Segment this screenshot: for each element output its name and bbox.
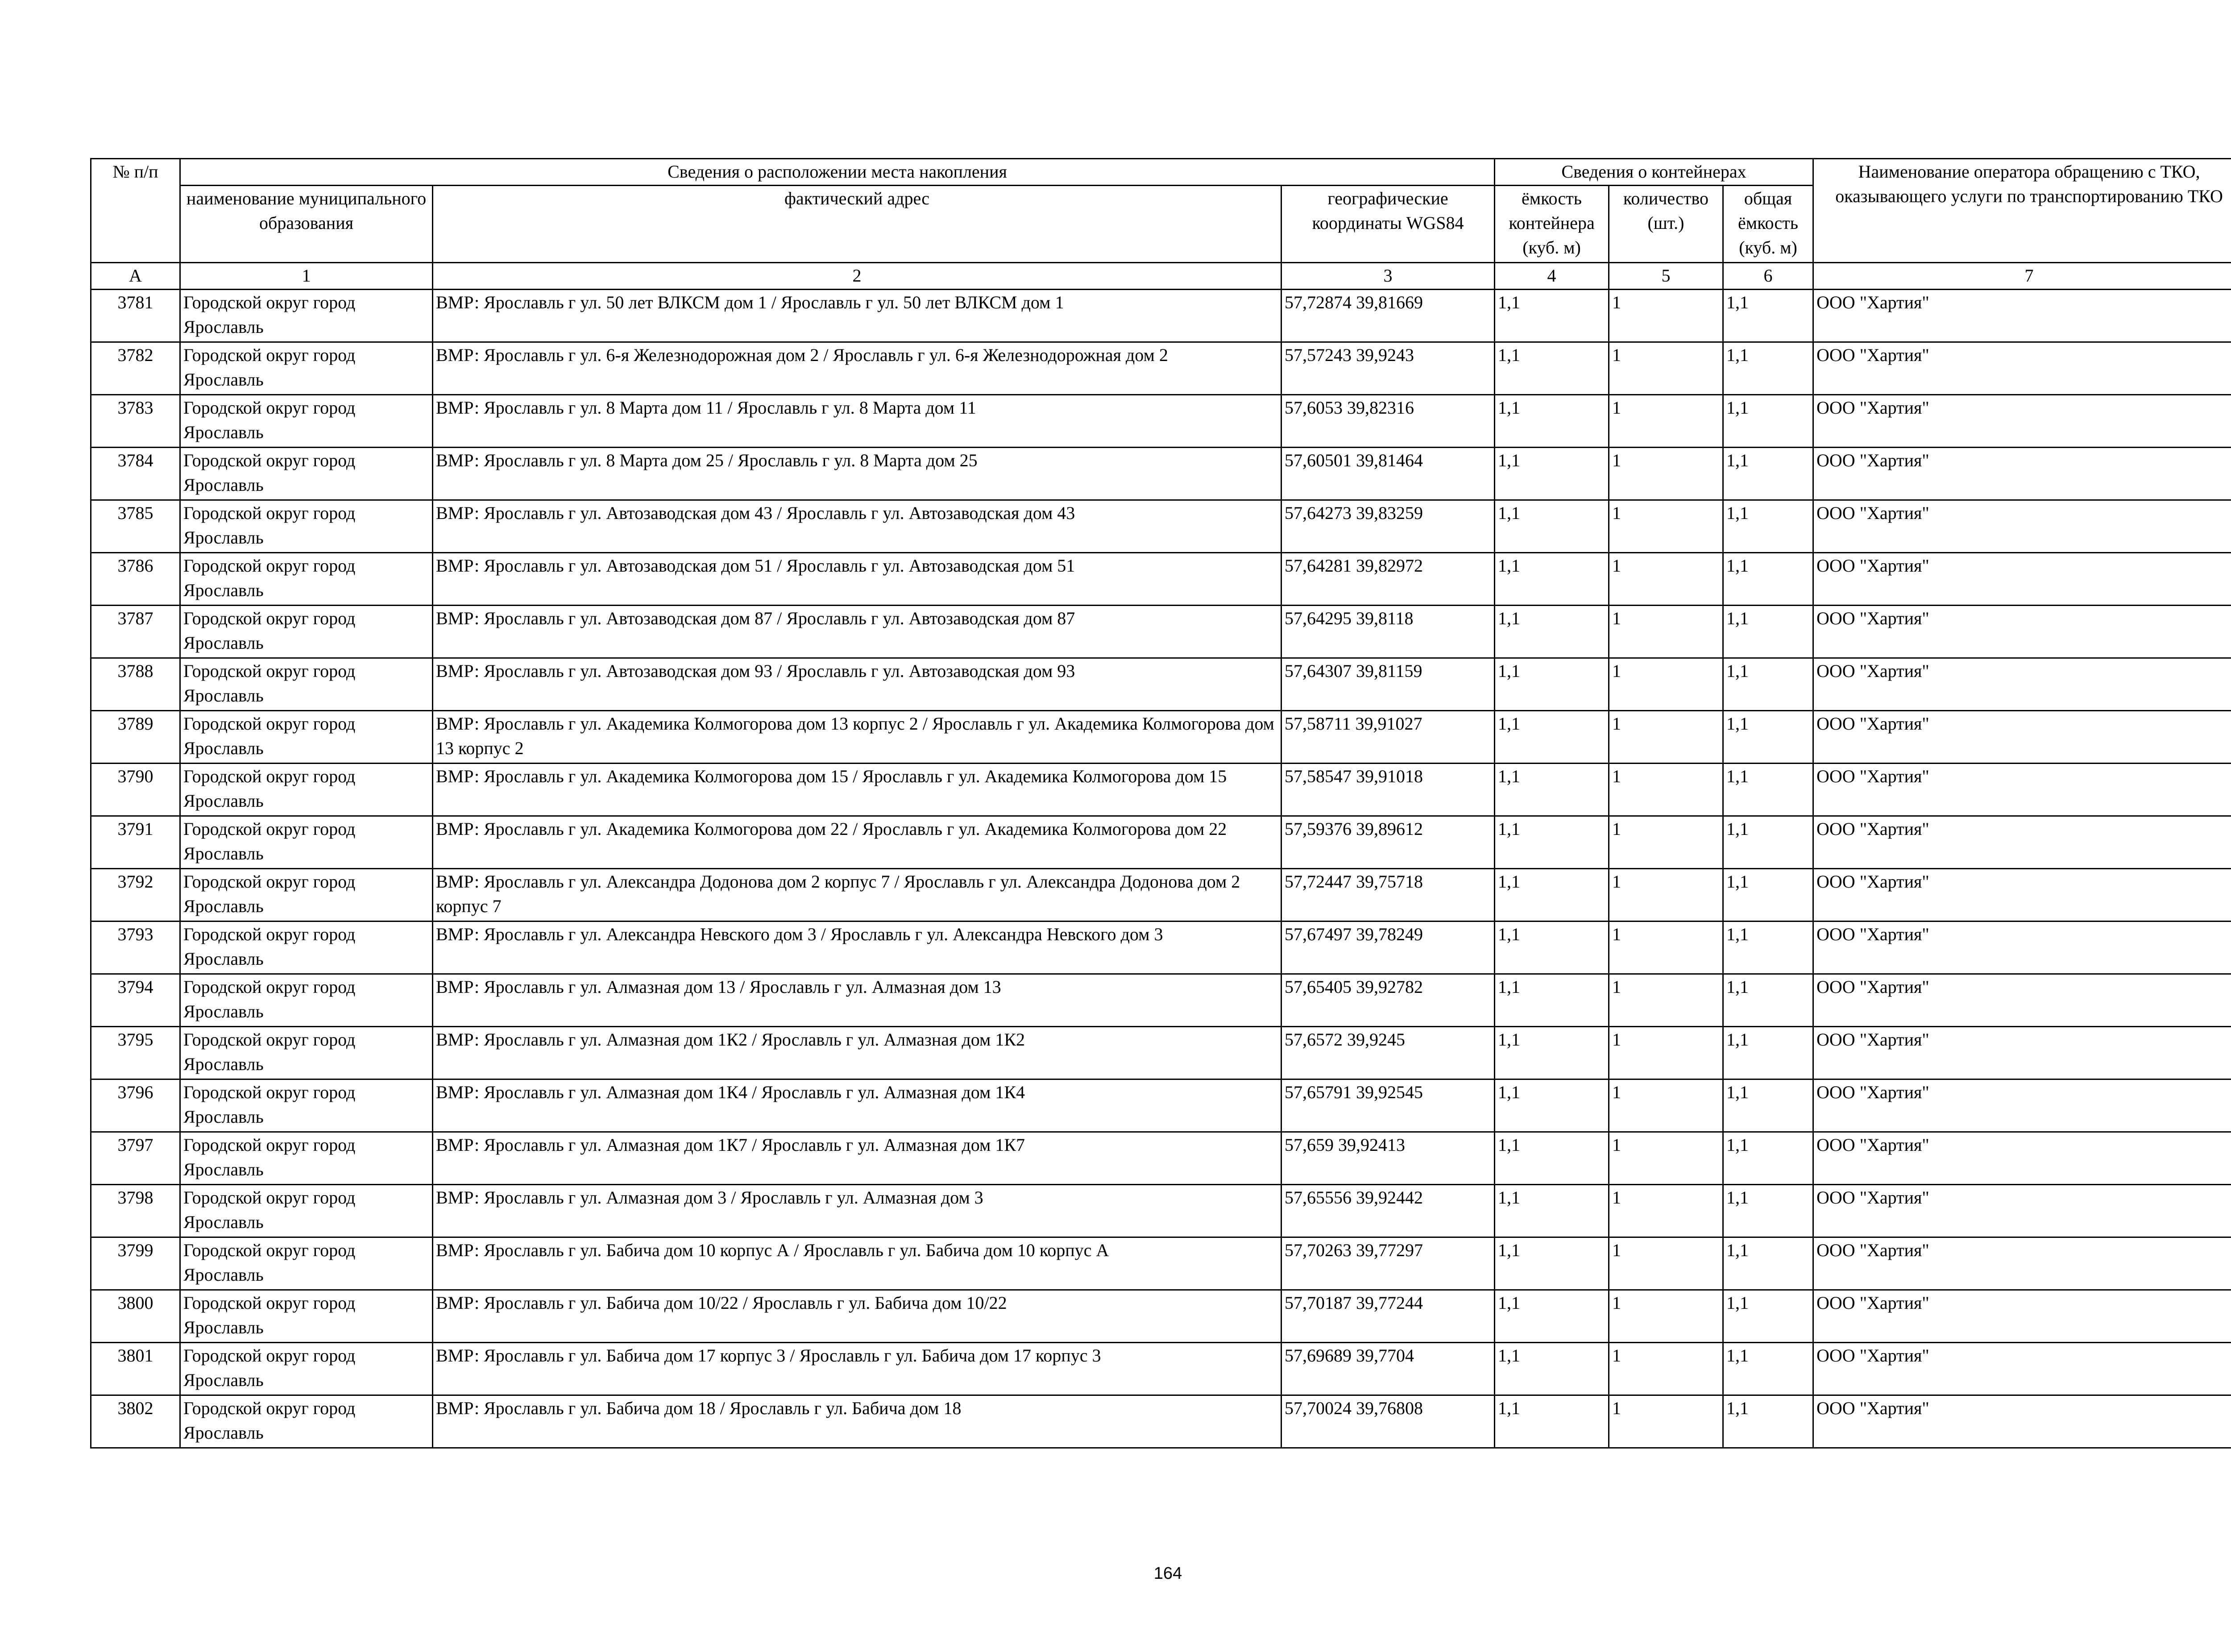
cell-total: 1,1 [1723, 1132, 1813, 1185]
table-row [91, 1132, 2231, 1185]
cell-address: ВМР: Ярославль г ул. Академика Колмогорова дом 13 корпус 2 / Ярославль г ул. Академика Колмогорова дом 13 корпус 2 [433, 711, 1281, 764]
header-municipality: наименование муниципального образования [180, 186, 433, 263]
cell-no: 3790 [91, 764, 180, 816]
cell-total: 1,1 [1723, 869, 1813, 921]
cell-coords: 57,72874 39,81669 [1281, 290, 1495, 342]
cell-no: 3799 [91, 1237, 180, 1290]
cell-operator: ООО "Хартия" [1813, 342, 2231, 395]
cell-no: 3801 [91, 1343, 180, 1395]
cell-capacity: 1,1 [1495, 974, 1609, 1027]
table-row [91, 1343, 2231, 1395]
cell-operator: ООО "Хартия" [1813, 1395, 2231, 1448]
cell-operator: ООО "Хартия" [1813, 1343, 2231, 1395]
cell-total: 1,1 [1723, 1079, 1813, 1132]
cell-total: 1,1 [1723, 342, 1813, 395]
cell-operator: ООО "Хартия" [1813, 1079, 2231, 1132]
cell-total: 1,1 [1723, 816, 1813, 869]
cell-count: 1 [1609, 816, 1723, 869]
cell-operator: ООО "Хартия" [1813, 1290, 2231, 1343]
header-index-cell: 2 [433, 263, 1281, 290]
table-row [91, 1079, 2231, 1132]
cell-address: ВМР: Ярославль г ул. Алмазная дом 1К2 / Ярославль г ул. Алмазная дом 1К2 [433, 1027, 1281, 1079]
cell-no: 3802 [91, 1395, 180, 1448]
cell-total: 1,1 [1723, 1343, 1813, 1395]
cell-coords: 57,64307 39,81159 [1281, 658, 1495, 711]
cell-address: ВМР: Ярославль г ул. Алмазная дом 13 / Ярославль г ул. Алмазная дом 13 [433, 974, 1281, 1027]
cell-municipality: Городской округ город Ярославль [180, 816, 433, 869]
cell-no: 3796 [91, 1079, 180, 1132]
cell-total: 1,1 [1723, 1027, 1813, 1079]
cell-capacity: 1,1 [1495, 1079, 1609, 1132]
cell-count: 1 [1609, 658, 1723, 711]
cell-coords: 57,59376 39,89612 [1281, 816, 1495, 869]
cell-count: 1 [1609, 1185, 1723, 1237]
cell-total: 1,1 [1723, 500, 1813, 553]
cell-no: 3793 [91, 921, 180, 974]
cell-capacity: 1,1 [1495, 606, 1609, 658]
header-group-containers: Сведения о контейнерах [1495, 159, 1813, 186]
cell-address: ВМР: Ярославль г ул. Александра Невского дом 3 / Ярославль г ул. Александра Невского дом 3 [433, 921, 1281, 974]
cell-count: 1 [1609, 1079, 1723, 1132]
cell-address: ВМР: Ярославль г ул. Бабича дом 18 / Ярославль г ул. Бабича дом 18 [433, 1395, 1281, 1448]
table-row [91, 1027, 2231, 1079]
cell-capacity: 1,1 [1495, 1027, 1609, 1079]
cell-operator: ООО "Хартия" [1813, 921, 2231, 974]
cell-count: 1 [1609, 395, 1723, 448]
table-row [91, 606, 2231, 658]
cell-address: ВМР: Ярославль г ул. Академика Колмогорова дом 15 / Ярославль г ул. Академика Колмогорова дом 15 [433, 764, 1281, 816]
cell-count: 1 [1609, 553, 1723, 606]
header-index-cell: 5 [1609, 263, 1723, 290]
cell-municipality: Городской округ город Ярославль [180, 342, 433, 395]
table-header [91, 159, 2231, 290]
cell-operator: ООО "Хартия" [1813, 974, 2231, 1027]
cell-operator: ООО "Хартия" [1813, 1027, 2231, 1079]
cell-no: 3784 [91, 448, 180, 500]
table-row [91, 1395, 2231, 1448]
cell-municipality: Городской округ город Ярославль [180, 1185, 433, 1237]
cell-municipality: Городской округ город Ярославль [180, 921, 433, 974]
cell-coords: 57,65556 39,92442 [1281, 1185, 1495, 1237]
cell-coords: 57,6053 39,82316 [1281, 395, 1495, 448]
cell-count: 1 [1609, 500, 1723, 553]
cell-total: 1,1 [1723, 290, 1813, 342]
cell-no: 3782 [91, 342, 180, 395]
cell-capacity: 1,1 [1495, 711, 1609, 764]
header-capacity: ёмкость контейнера (куб. м) [1495, 186, 1609, 263]
cell-no: 3800 [91, 1290, 180, 1343]
cell-coords: 57,58547 39,91018 [1281, 764, 1495, 816]
cell-count: 1 [1609, 1395, 1723, 1448]
page-number: 164 [1153, 1564, 1182, 1583]
cell-address: ВМР: Ярославль г ул. Алмазная дом 3 / Ярославль г ул. Алмазная дом 3 [433, 1185, 1281, 1237]
cell-municipality: Городской округ город Ярославль [180, 1027, 433, 1079]
cell-count: 1 [1609, 711, 1723, 764]
table-row [91, 869, 2231, 921]
cell-total: 1,1 [1723, 395, 1813, 448]
cell-coords: 57,64295 39,8118 [1281, 606, 1495, 658]
cell-no: 3795 [91, 1027, 180, 1079]
table-row [91, 1185, 2231, 1237]
cell-operator: ООО "Хартия" [1813, 1132, 2231, 1185]
cell-address: ВМР: Ярославль г ул. Академика Колмогорова дом 22 / Ярославль г ул. Академика Колмогорова дом 22 [433, 816, 1281, 869]
cell-total: 1,1 [1723, 1290, 1813, 1343]
cell-capacity: 1,1 [1495, 342, 1609, 395]
cell-coords: 57,70263 39,77297 [1281, 1237, 1495, 1290]
cell-coords: 57,659 39,92413 [1281, 1132, 1495, 1185]
cell-no: 3798 [91, 1185, 180, 1237]
cell-coords: 57,65405 39,92782 [1281, 974, 1495, 1027]
table-row [91, 1237, 2231, 1290]
cell-no: 3792 [91, 869, 180, 921]
cell-municipality: Городской округ город Ярославль [180, 1343, 433, 1395]
cell-address: ВМР: Ярославль г ул. Бабича дом 10 корпус А / Ярославль г ул. Бабича дом 10 корпус А [433, 1237, 1281, 1290]
cell-total: 1,1 [1723, 553, 1813, 606]
cell-count: 1 [1609, 1290, 1723, 1343]
cell-capacity: 1,1 [1495, 816, 1609, 869]
cell-municipality: Городской округ город Ярославль [180, 1237, 433, 1290]
cell-capacity: 1,1 [1495, 921, 1609, 974]
cell-capacity: 1,1 [1495, 1237, 1609, 1290]
cell-coords: 57,69689 39,7704 [1281, 1343, 1495, 1395]
cell-operator: ООО "Хартия" [1813, 500, 2231, 553]
cell-operator: ООО "Хартия" [1813, 764, 2231, 816]
cell-municipality: Городской округ город Ярославль [180, 764, 433, 816]
table-row [91, 448, 2231, 500]
table-row [91, 290, 2231, 342]
table-row [91, 553, 2231, 606]
cell-coords: 57,70187 39,77244 [1281, 1290, 1495, 1343]
cell-capacity: 1,1 [1495, 764, 1609, 816]
header-index-cell: 6 [1723, 263, 1813, 290]
cell-total: 1,1 [1723, 1237, 1813, 1290]
cell-address: ВМР: Ярославль г ул. Автозаводская дом 87 / Ярославль г ул. Автозаводская дом 87 [433, 606, 1281, 658]
header-operator: Наименование оператора обращению с ТКО, оказывающего услуги по транспортированию ТКО [1813, 159, 2231, 263]
table-row [91, 764, 2231, 816]
header-index-cell: 4 [1495, 263, 1609, 290]
cell-count: 1 [1609, 290, 1723, 342]
cell-municipality: Городской округ город Ярославль [180, 869, 433, 921]
header-row-index [91, 263, 2231, 290]
cell-count: 1 [1609, 342, 1723, 395]
cell-count: 1 [1609, 1027, 1723, 1079]
cell-no: 3786 [91, 553, 180, 606]
cell-capacity: 1,1 [1495, 1290, 1609, 1343]
cell-total: 1,1 [1723, 1185, 1813, 1237]
header-coords: географические координаты WGS84 [1281, 186, 1495, 263]
table-row [91, 1290, 2231, 1343]
cell-count: 1 [1609, 974, 1723, 1027]
cell-operator: ООО "Хартия" [1813, 1185, 2231, 1237]
cell-capacity: 1,1 [1495, 1395, 1609, 1448]
cell-count: 1 [1609, 764, 1723, 816]
cell-no: 3785 [91, 500, 180, 553]
cell-count: 1 [1609, 448, 1723, 500]
cell-coords: 57,58711 39,91027 [1281, 711, 1495, 764]
cell-no: 3781 [91, 290, 180, 342]
cell-capacity: 1,1 [1495, 658, 1609, 711]
cell-capacity: 1,1 [1495, 869, 1609, 921]
cell-coords: 57,64281 39,82972 [1281, 553, 1495, 606]
cell-total: 1,1 [1723, 1395, 1813, 1448]
cell-municipality: Городской округ город Ярославль [180, 1132, 433, 1185]
cell-operator: ООО "Хартия" [1813, 816, 2231, 869]
cell-address: ВМР: Ярославль г ул. Бабича дом 17 корпус 3 / Ярославль г ул. Бабича дом 17 корпус 3 [433, 1343, 1281, 1395]
cell-operator: ООО "Хартия" [1813, 711, 2231, 764]
cell-municipality: Городской округ город Ярославль [180, 606, 433, 658]
cell-no: 3791 [91, 816, 180, 869]
cell-coords: 57,60501 39,81464 [1281, 448, 1495, 500]
table-body [91, 290, 2231, 1448]
cell-operator: ООО "Хартия" [1813, 1237, 2231, 1290]
cell-capacity: 1,1 [1495, 1343, 1609, 1395]
table-row [91, 816, 2231, 869]
cell-address: ВМР: Ярославль г ул. Бабича дом 10/22 / Ярославль г ул. Бабича дом 10/22 [433, 1290, 1281, 1343]
cell-total: 1,1 [1723, 764, 1813, 816]
cell-operator: ООО "Хартия" [1813, 395, 2231, 448]
registry-table [90, 158, 2231, 1449]
cell-capacity: 1,1 [1495, 290, 1609, 342]
cell-capacity: 1,1 [1495, 448, 1609, 500]
cell-count: 1 [1609, 606, 1723, 658]
header-group-location: Сведения о расположении места накопления [180, 159, 1495, 186]
cell-capacity: 1,1 [1495, 500, 1609, 553]
cell-municipality: Городской округ город Ярославль [180, 1395, 433, 1448]
cell-no: 3789 [91, 711, 180, 764]
cell-coords: 57,57243 39,9243 [1281, 342, 1495, 395]
cell-operator: ООО "Хартия" [1813, 869, 2231, 921]
table-row [91, 500, 2231, 553]
header-row-groups [91, 159, 2231, 186]
cell-total: 1,1 [1723, 921, 1813, 974]
cell-address: ВМР: Ярославль г ул. Автозаводская дом 93 / Ярославль г ул. Автозаводская дом 93 [433, 658, 1281, 711]
cell-coords: 57,67497 39,78249 [1281, 921, 1495, 974]
cell-total: 1,1 [1723, 658, 1813, 711]
cell-address: ВМР: Ярославль г ул. Александра Додонова дом 2 корпус 7 / Ярославль г ул. Александра Додонова дом 2 корпус 7 [433, 869, 1281, 921]
cell-operator: ООО "Хартия" [1813, 448, 2231, 500]
table-row [91, 974, 2231, 1027]
cell-total: 1,1 [1723, 711, 1813, 764]
table-row [91, 921, 2231, 974]
header-col-no: № п/п [91, 159, 180, 263]
cell-no: 3783 [91, 395, 180, 448]
table-row [91, 658, 2231, 711]
cell-coords: 57,70024 39,76808 [1281, 1395, 1495, 1448]
cell-address: ВМР: Ярославль г ул. 8 Марта дом 25 / Ярославль г ул. 8 Марта дом 25 [433, 448, 1281, 500]
cell-municipality: Городской округ город Ярославль [180, 658, 433, 711]
cell-no: 3787 [91, 606, 180, 658]
cell-coords: 57,6572 39,9245 [1281, 1027, 1495, 1079]
header-count: количество (шт.) [1609, 186, 1723, 263]
cell-total: 1,1 [1723, 606, 1813, 658]
cell-municipality: Городской округ город Ярославль [180, 553, 433, 606]
cell-address: ВМР: Ярославль г ул. 8 Марта дом 11 / Ярославль г ул. 8 Марта дом 11 [433, 395, 1281, 448]
cell-municipality: Городской округ город Ярославль [180, 395, 433, 448]
cell-address: ВМР: Ярославль г ул. Алмазная дом 1К4 / Ярославль г ул. Алмазная дом 1К4 [433, 1079, 1281, 1132]
header-address: фактический адрес [433, 186, 1281, 263]
cell-municipality: Городской округ город Ярославль [180, 974, 433, 1027]
cell-municipality: Городской округ город Ярославль [180, 711, 433, 764]
cell-address: ВМР: Ярославль г ул. Автозаводская дом 43 / Ярославль г ул. Автозаводская дом 43 [433, 500, 1281, 553]
cell-operator: ООО "Хартия" [1813, 606, 2231, 658]
cell-capacity: 1,1 [1495, 1185, 1609, 1237]
cell-capacity: 1,1 [1495, 395, 1609, 448]
cell-coords: 57,72447 39,75718 [1281, 869, 1495, 921]
cell-coords: 57,64273 39,83259 [1281, 500, 1495, 553]
cell-no: 3788 [91, 658, 180, 711]
cell-no: 3797 [91, 1132, 180, 1185]
cell-operator: ООО "Хартия" [1813, 658, 2231, 711]
table-row [91, 342, 2231, 395]
cell-municipality: Городской округ город Ярославль [180, 1290, 433, 1343]
table-row [91, 711, 2231, 764]
cell-capacity: 1,1 [1495, 1132, 1609, 1185]
cell-count: 1 [1609, 1237, 1723, 1290]
cell-municipality: Городской округ город Ярославль [180, 500, 433, 553]
cell-capacity: 1,1 [1495, 553, 1609, 606]
cell-address: ВМР: Ярославль г ул. Алмазная дом 1К7 / Ярославль г ул. Алмазная дом 1К7 [433, 1132, 1281, 1185]
cell-address: ВМР: Ярославль г ул. Автозаводская дом 51 / Ярославль г ул. Автозаводская дом 51 [433, 553, 1281, 606]
cell-count: 1 [1609, 1343, 1723, 1395]
header-index-cell: 1 [180, 263, 433, 290]
cell-count: 1 [1609, 1132, 1723, 1185]
cell-total: 1,1 [1723, 448, 1813, 500]
header-index-cell: 3 [1281, 263, 1495, 290]
cell-count: 1 [1609, 869, 1723, 921]
cell-municipality: Городской округ город Ярославль [180, 290, 433, 342]
registry-table-container [90, 158, 2231, 1449]
cell-municipality: Городской округ город Ярославль [180, 1079, 433, 1132]
header-index-cell: А [91, 263, 180, 290]
cell-address: ВМР: Ярославль г ул. 50 лет ВЛКСМ дом 1 / Ярославль г ул. 50 лет ВЛКСМ дом 1 [433, 290, 1281, 342]
cell-total: 1,1 [1723, 974, 1813, 1027]
cell-operator: ООО "Хартия" [1813, 553, 2231, 606]
cell-municipality: Городской округ город Ярославль [180, 448, 433, 500]
table-row [91, 395, 2231, 448]
header-total: общая ёмкость (куб. м) [1723, 186, 1813, 263]
cell-address: ВМР: Ярославль г ул. 6-я Железнодорожная дом 2 / Ярославль г ул. 6-я Железнодорожная дом 2 [433, 342, 1281, 395]
cell-no: 3794 [91, 974, 180, 1027]
cell-coords: 57,65791 39,92545 [1281, 1079, 1495, 1132]
header-index-cell: 7 [1813, 263, 2231, 290]
cell-count: 1 [1609, 921, 1723, 974]
cell-operator: ООО "Хартия" [1813, 290, 2231, 342]
